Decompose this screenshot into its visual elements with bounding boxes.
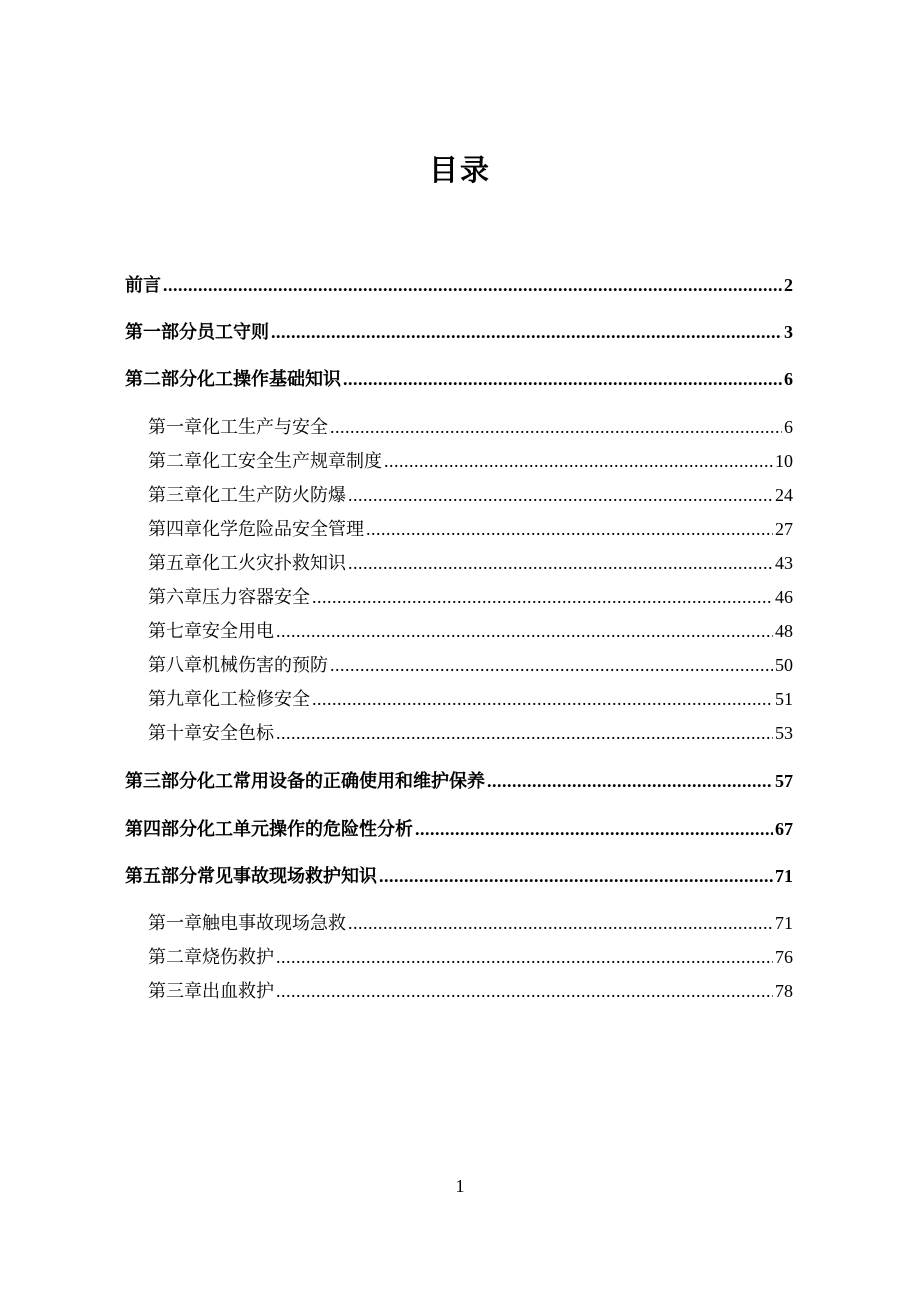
toc-entry-number: 第二章	[148, 947, 202, 968]
toc-leader-dots	[276, 618, 773, 644]
toc-leader-dots	[379, 863, 773, 889]
toc-entry-page: 71	[775, 913, 793, 933]
toc-leader-dots	[276, 720, 773, 746]
toc-entry-page: 46	[775, 587, 793, 607]
toc-entry-chapter[interactable]	[148, 910, 793, 936]
toc-entry-page: 50	[775, 655, 793, 675]
toc-entry-chapter[interactable]	[148, 414, 793, 440]
toc-entry-label: 化工生产与安全	[202, 417, 328, 438]
toc-leader-dots	[366, 516, 773, 542]
toc-leader-dots	[330, 652, 773, 678]
toc-leader-dots	[330, 414, 782, 440]
toc-entry-page: 10	[775, 451, 793, 471]
toc-entry-preface[interactable]	[125, 272, 793, 298]
toc-entry-chapter[interactable]	[148, 584, 793, 610]
toc-leader-dots	[348, 910, 773, 936]
toc-entry-label: 化工检修安全	[202, 689, 310, 710]
toc-leader-dots	[384, 448, 773, 474]
toc-entry-number: 第一部分	[125, 322, 197, 343]
toc-entry-part-3[interactable]	[125, 768, 793, 794]
toc-entry-chapter[interactable]	[148, 618, 793, 644]
toc-entry-page: 71	[775, 866, 793, 886]
toc-entry-page: 2	[784, 275, 793, 295]
toc-entry-label: 化学危险品安全管理	[202, 519, 364, 540]
toc-leader-dots	[343, 366, 782, 392]
toc-entry-page: 27	[775, 519, 793, 539]
toc-entry-label: 安全色标	[202, 723, 274, 744]
toc-entry-number: 第七章	[148, 621, 202, 642]
toc-entry-label: 化工生产防火防爆	[202, 485, 346, 506]
toc-entry-chapter[interactable]	[148, 720, 793, 746]
toc-entry-number: 第五章	[148, 553, 202, 574]
toc-entry-label: 化工常用设备的正确使用和维护保养	[197, 771, 485, 792]
toc-entry-part-4[interactable]	[125, 816, 793, 842]
toc-entry-chapter[interactable]	[148, 482, 793, 508]
toc-leader-dots	[348, 482, 773, 508]
page-number: 1	[455, 1176, 465, 1196]
toc-entry-label: 前言	[125, 275, 161, 296]
toc-entry-label: 化工安全生产规章制度	[202, 451, 382, 472]
toc-entry-part-1[interactable]	[125, 319, 793, 345]
page-title: 目录	[428, 153, 491, 187]
toc-entry-label: 烧伤救护	[202, 947, 274, 968]
toc-entry-chapter[interactable]	[148, 686, 793, 712]
toc-entry-page: 48	[775, 621, 793, 641]
toc-entry-page: 6	[784, 417, 793, 437]
toc-entry-number: 第三章	[148, 981, 202, 1002]
toc-entry-part-5[interactable]	[125, 863, 793, 889]
toc-entry-label: 机械伤害的预防	[202, 655, 328, 676]
toc-entry-number: 第三章	[148, 485, 202, 506]
toc-entry-number: 第一章	[148, 913, 202, 934]
toc-entry-page: 78	[775, 981, 793, 1001]
toc-entry-number: 第八章	[148, 655, 202, 676]
toc-entry-chapter[interactable]	[148, 550, 793, 576]
toc-entry-page: 76	[775, 947, 793, 967]
toc-entry-chapter[interactable]	[148, 944, 793, 970]
toc-entry-number: 第二章	[148, 451, 202, 472]
toc-entry-number: 第一章	[148, 417, 202, 438]
toc-entry-label: 触电事故现场急救	[202, 913, 346, 934]
toc-entry-number: 第二部分	[125, 369, 197, 390]
toc-entry-label: 常见事故现场救护知识	[197, 866, 377, 887]
toc-entry-chapter[interactable]	[148, 448, 793, 474]
toc-entry-page: 24	[775, 485, 793, 505]
toc-entry-page: 6	[784, 369, 793, 389]
toc-entry-label: 出血救护	[202, 981, 274, 1002]
toc-entry-chapter[interactable]	[148, 978, 793, 1004]
toc-entry-number: 第九章	[148, 689, 202, 710]
toc-entry-label: 化工单元操作的危险性分析	[197, 819, 413, 840]
toc-entry-chapter[interactable]	[148, 516, 793, 542]
toc-entry-label: 化工操作基础知识	[197, 369, 341, 390]
toc-entry-number: 第五部分	[125, 866, 197, 887]
toc-entry-page: 53	[775, 723, 793, 743]
toc-leader-dots	[312, 686, 773, 712]
toc-entry-label: 员工守则	[197, 322, 269, 343]
toc-entry-number: 第六章	[148, 587, 202, 608]
toc-leader-dots	[312, 584, 773, 610]
toc-leader-dots	[163, 272, 782, 298]
toc-entry-chapter[interactable]	[148, 652, 793, 678]
toc-entry-part-2[interactable]	[125, 366, 793, 392]
toc-entry-number: 第四章	[148, 519, 202, 540]
toc-leader-dots	[348, 550, 773, 576]
toc-leader-dots	[415, 816, 773, 842]
toc-entry-label: 化工火灾扑救知识	[202, 553, 346, 574]
toc-entry-number: 第十章	[148, 723, 202, 744]
toc-leader-dots	[276, 944, 773, 970]
toc-entry-number: 第三部分	[125, 771, 197, 792]
toc-entry-page: 57	[775, 771, 793, 791]
toc-entry-number: 第四部分	[125, 819, 197, 840]
toc-entry-page: 43	[775, 553, 793, 573]
toc-entry-page: 3	[784, 322, 793, 342]
toc-entry-label: 压力容器安全	[202, 587, 310, 608]
toc-leader-dots	[487, 768, 773, 794]
toc-entry-page: 51	[775, 689, 793, 709]
toc-entry-label: 安全用电	[202, 621, 274, 642]
toc-leader-dots	[276, 978, 773, 1004]
toc-entry-page: 67	[775, 819, 793, 839]
toc-leader-dots	[271, 319, 782, 345]
